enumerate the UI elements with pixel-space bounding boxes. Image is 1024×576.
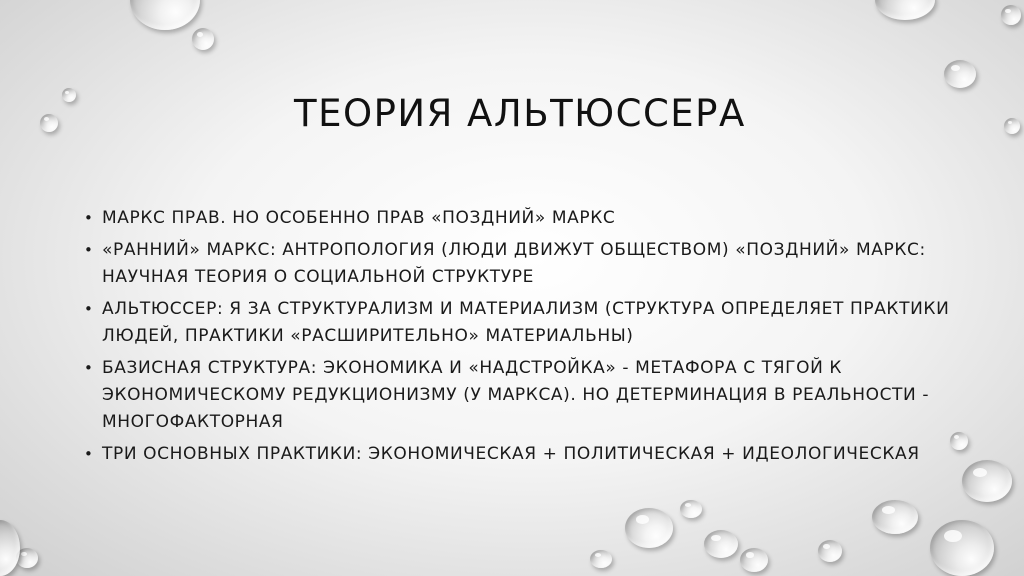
bullet-text: ТРИ ОСНОВНЫХ ПРАКТИКИ: ЭКОНОМИЧЕСКАЯ + ПОЛИТИЧЕСКАЯ + ИДЕОЛОГИЧЕСКАЯ [102,444,920,464]
bullet-list [84,205,964,473]
water-drop-decoration [192,28,214,50]
bullet-text: АЛЬТЮССЕР: Я ЗА СТРУКТУРАЛИЗМ И МАТЕРИАЛИЗМ (СТРУКТУРА ОПРЕДЕЛЯЕТ ПРАКТИКИ ЛЮДЕЙ, ПРАКТИКИ «РАСШИРИТЕЛЬНО» МАТЕРИАЛЬНЫ) [102,299,950,346]
water-drop-decoration [40,114,58,132]
slide-title: ТЕОРИЯ АЛЬТЮССЕРА [294,92,746,135]
water-drop-decoration [1004,118,1020,134]
water-drop-decoration [62,88,76,102]
water-drop-decoration [930,520,994,576]
water-drop-decoration [740,548,768,572]
water-drop-decoration [680,500,702,518]
water-drop-decoration [872,500,918,534]
water-drop-decoration [818,540,842,562]
water-drop-decoration [625,508,673,548]
bullet-dot-icon: • [84,359,94,377]
bullet-item [84,441,964,468]
water-drop-decoration [944,60,976,88]
water-drop-decoration [0,520,20,576]
bullet-text: БАЗИСНАЯ СТРУКТУРА: ЭКОНОМИКА И «НАДСТРОЙКА» - МЕТАФОРА С ТЯГОЙ К ЭКОНОМИЧЕСКОМУ РЕДУКЦИОНИЗМУ (У МАРКСА). НО ДЕТЕРМИНАЦИЯ В РЕАЛЬНОСТИ - МНОГОФАКТОРНАЯ [102,358,930,432]
bullet-item [84,355,964,436]
bullet-dot-icon: • [84,241,94,259]
water-drop-decoration [1001,5,1021,25]
water-drop-decoration [875,0,935,20]
bullet-dot-icon: • [84,445,94,463]
bullet-item [84,237,964,291]
bullet-item [84,296,964,350]
water-drop-decoration [590,550,612,568]
bullet-item [84,205,964,232]
bullet-text: МАРКС ПРАВ. НО ОСОБЕННО ПРАВ «ПОЗДНИЙ» МАРКС [102,208,616,228]
bullet-text: «РАННИЙ» МАРКС: АНТРОПОЛОГИЯ (ЛЮДИ ДВИЖУТ ОБЩЕСТВОМ) «ПОЗДНИЙ» МАРКС: НАУЧНАЯ ТЕОРИЯ О СОЦИАЛЬНОЙ СТРУКТУРЕ [102,240,926,287]
water-drop-decoration [962,460,1012,502]
bullet-dot-icon: • [84,209,94,227]
water-drop-decoration [130,0,200,30]
bullet-dot-icon: • [84,300,94,318]
water-drop-decoration [704,530,738,558]
